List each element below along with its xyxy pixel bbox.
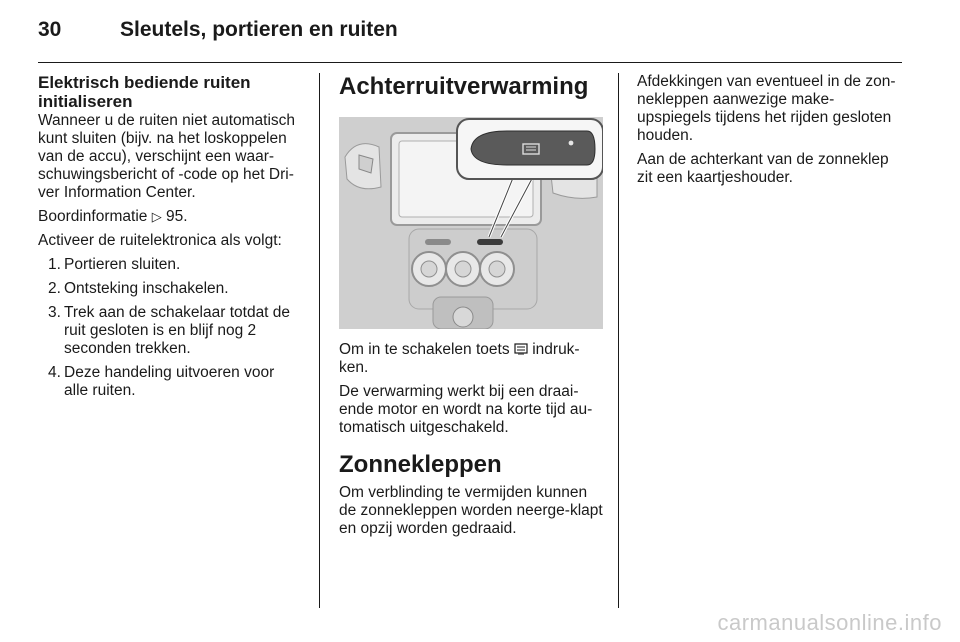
page-reference-icon: ▷: [151, 209, 162, 224]
list-item: [38, 280, 302, 298]
step-number: 4.: [48, 364, 61, 381]
step-list: [38, 256, 302, 400]
step-number: 2.: [48, 280, 61, 297]
watermark: carmanualsonline.info: [717, 610, 942, 635]
section-heading-windows: Elektrisch bediende ruiten initialiseren: [38, 73, 251, 111]
cross-reference: [38, 208, 302, 226]
step-number: 1.: [48, 256, 61, 273]
rear-window-heater-icon: [514, 341, 528, 358]
section-heading-sun-visors: Zonnekleppen: [339, 451, 502, 478]
page-number: 30: [38, 18, 62, 41]
page-title: Sleutels, portieren en ruiten: [120, 18, 398, 41]
paragraph-activate: Activeer de ruitelektronica als volgt:: [38, 232, 282, 249]
step-text: Portieren sluiten.: [64, 256, 181, 273]
column-right: [637, 73, 903, 193]
step-text: Deze handeling uitvoeren voor alle ruiten.: [64, 364, 275, 399]
list-item: [38, 304, 302, 358]
page-header: [38, 14, 902, 50]
paragraph-sun-visors: Om verblinding te vermijden kunnen de zonnekleppen worden neerge-klapt en opzij worden gedraaid.: [339, 484, 603, 537]
paragraph-ticket-holder: Aan de achterkant van de zonneklep zit een kaartjeshouder.: [637, 151, 889, 186]
header-divider: [38, 62, 902, 63]
column-middle: [339, 73, 603, 544]
dashboard-illustration: [339, 117, 603, 329]
step-number: 3.: [48, 304, 61, 321]
column-divider-2: [618, 73, 619, 608]
list-item: [38, 364, 302, 400]
paragraph-mirror-covers: Afdekkingen van eventueel in de zon-nekleppen aanwezige make-upspiegels tijdens het rijden gesloten houden.: [637, 73, 896, 144]
reference-page-link[interactable]: 95.: [166, 208, 188, 225]
column-left: [38, 73, 302, 406]
step-text: Ontsteking inschakelen.: [64, 280, 229, 297]
step-text: Trek aan de schakelaar totdat de ruit gesloten is en blijf nog 2 seconden trekken.: [64, 304, 291, 357]
column-divider-1: [319, 73, 320, 608]
paragraph-heating-info: De verwarming werkt bij een draai-ende motor en wordt na korte tijd au-tomatisch uitgeschakeld.: [339, 383, 593, 436]
switch-on-text: Om in te schakelen toets: [339, 341, 510, 358]
switch-on-text-end: indruk-ken.: [339, 341, 580, 376]
paragraph-switch-on: [339, 341, 603, 377]
section-heading-rear-defroster: Achterruitverwarming: [339, 73, 589, 100]
reference-text: Boordinformatie: [38, 208, 148, 225]
list-item: [38, 256, 302, 274]
paragraph-intro: Wanneer u de ruiten niet automatisch kunt sluiten (bijv. na het loskoppelen van de accu), verschijnt een waar-schuwingsbericht of -code op het Dri-ver Information Center.: [38, 112, 296, 201]
